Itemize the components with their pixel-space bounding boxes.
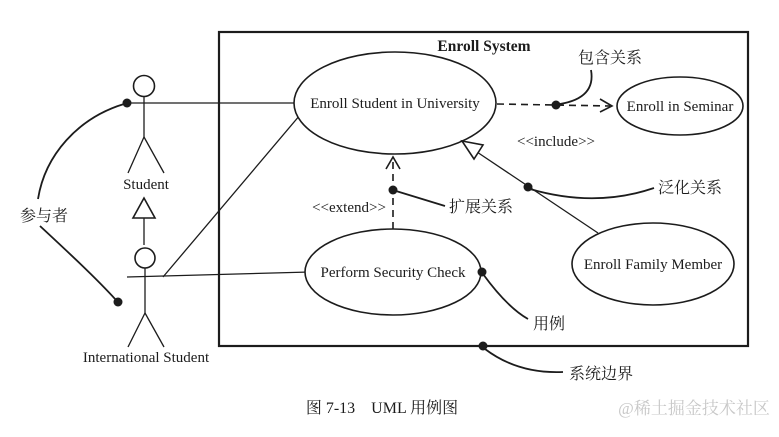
student-head (134, 76, 155, 97)
extend-stereotype: <<extend>> (312, 200, 386, 216)
usecase-enroll-in-seminar-label: Enroll in Seminar (626, 99, 734, 115)
annotation-include-relation: 包含关系 (577, 50, 643, 67)
usecase-callout-dot (478, 268, 487, 277)
watermark: @稀土掘金技术社区 (618, 399, 770, 418)
actor-upper-leader (38, 104, 124, 199)
actor-student (123, 76, 170, 194)
student-right-leg (144, 137, 164, 173)
usecase-generalization-arrowhead (462, 141, 483, 159)
system-title: Enroll System (437, 38, 531, 55)
student-left-leg (128, 137, 144, 173)
annotation-system-boundary: 系统边界 (569, 366, 634, 383)
usecase-leader (483, 274, 528, 319)
actor-generalization-arrowhead (133, 198, 155, 218)
system-boundary-leader (485, 349, 563, 372)
actor-international-student (83, 248, 210, 366)
actor-lower-leader (40, 226, 116, 300)
annotation-extend-relation: 扩展关系 (449, 199, 514, 216)
annotation-use-case: 用例 (533, 316, 566, 333)
usecase-enroll-student-university-label: Enroll Student in University (310, 96, 480, 112)
system-boundary-callout-dot (479, 342, 488, 351)
usecase-generalization-line (477, 152, 598, 233)
usecase-perform-security-check-label: Perform Security Check (320, 265, 466, 281)
actor-lower-callout-dot (114, 298, 123, 307)
international-student-left-leg (128, 313, 145, 347)
figure-caption: 图 7-13 UML 用例图 (305, 400, 459, 417)
usecase-enroll-family-member-label: Enroll Family Member (583, 257, 723, 273)
annotation-generalization-relation: 泛化关系 (658, 180, 723, 197)
actor-upper-callout-dot (123, 99, 132, 108)
student-label: Student (123, 177, 169, 193)
generalization-relation-leader (530, 188, 654, 198)
assoc-international-enroll-university (163, 115, 300, 277)
annotation-actor: 参与者 (20, 208, 69, 225)
international-student-label: International Student (82, 350, 210, 366)
international-student-head (135, 248, 155, 268)
extend-callout-dot (389, 186, 398, 195)
extend-relation-leader (396, 191, 445, 206)
international-student-right-leg (145, 313, 164, 347)
include-callout-dot (552, 101, 561, 110)
include-relation-leader (560, 70, 592, 104)
include-stereotype: <<include>> (517, 134, 595, 150)
